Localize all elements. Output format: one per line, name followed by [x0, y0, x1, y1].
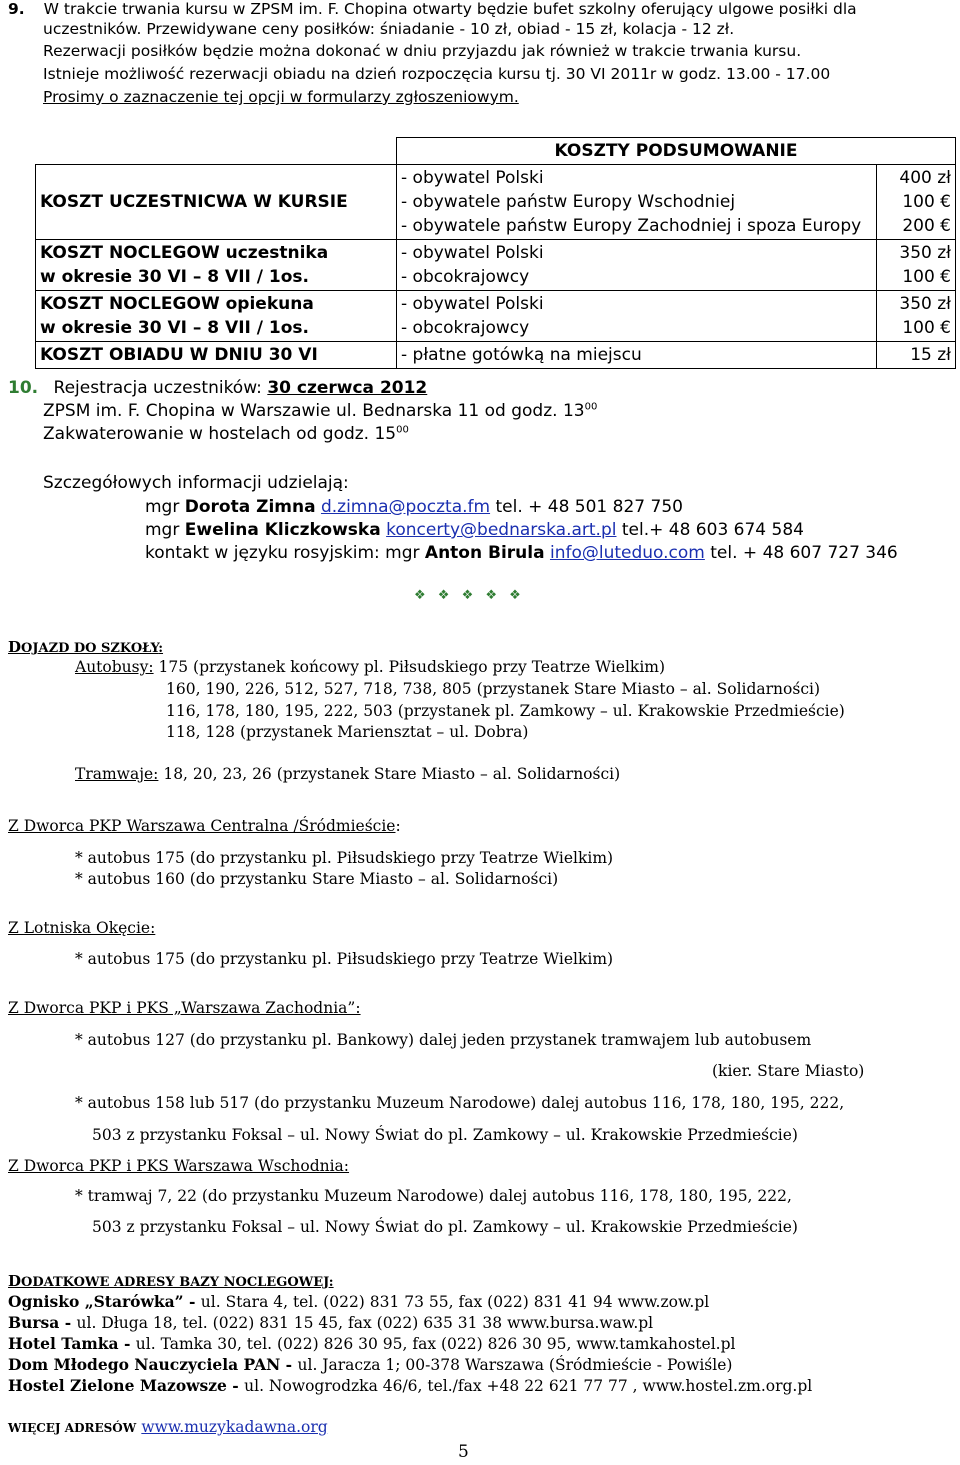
- trams-label: Tramwaje:: [75, 765, 159, 783]
- cost-descs: [397, 240, 877, 291]
- contact-name: Dorota Zimna: [184, 497, 316, 517]
- cost-amount: 100 €: [902, 192, 951, 212]
- cost-amount: 100 €: [902, 318, 951, 338]
- cost-amount: 350 zł: [899, 243, 951, 263]
- section10-title-prefix: Rejestracja uczestników:: [53, 378, 268, 398]
- west-item: * autobus 158 lub 517 (do przystanku Muzeum Narodowe) dalej autobus 116, 178, 180, 195, 222,: [75, 1094, 845, 1112]
- table-row: [36, 165, 956, 240]
- directions-heading: DOJAZD DO SZKOŁY:: [8, 638, 164, 656]
- cost-amounts: [877, 342, 956, 369]
- cost-descs: [397, 342, 877, 369]
- buses-line2: 160, 190, 226, 512, 527, 718, 738, 805 (przystanek Stare Miasto – al. Solidarności): [166, 680, 821, 698]
- cost-descs: [397, 291, 877, 342]
- contact-phone: tel.+ 48 603 674 584: [616, 520, 804, 540]
- airport-heading: Z Lotniska Okęcie:: [8, 919, 156, 937]
- cost-desc: - obywatele państw Europy Zachodniej i spoza Europy: [401, 216, 862, 236]
- section9-line3: Rezerwacji posiłków będzie można dokonać w dniu przyjazdu jak również w trakcie trwania kursu.: [43, 42, 802, 60]
- lodging-item: Hotel Tamka - ul. Tamka 30, tel. (022) 826 30 95, fax (022) 826 30 95, www.tamkahostel.pl: [8, 1334, 736, 1353]
- trams-line: Tramwaje: 18, 20, 23, 26 (przystanek Stare Miasto – al. Solidarności): [75, 765, 621, 783]
- cost-desc: - płatne gotówką na miejscu: [401, 345, 642, 365]
- contact-row: kontakt w języku rosyjskim: mgr Anton Birula info@luteduo.com tel. + 48 607 727 346: [145, 543, 898, 563]
- buses-line1: Autobusy: 175 (przystanek końcowy pl. Piłsudskiego przy Teatrze Wielkim): [75, 658, 666, 676]
- info-heading: Szczegółowych informacji udzielają:: [43, 473, 349, 493]
- separator-diamonds-icon: ❖ ❖ ❖ ❖ ❖: [414, 588, 525, 603]
- cost-table: [35, 137, 956, 369]
- west-heading: Z Dworca PKP i PKS „Warszawa Zachodnia”:: [8, 999, 361, 1017]
- section10-number: 10.: [8, 378, 39, 398]
- cost-amount: 350 zł: [899, 294, 951, 314]
- more-addresses: [8, 1417, 328, 1436]
- registration-date: 30 czerwca 2012: [267, 378, 428, 398]
- cost-desc: - obywatel Polski: [401, 168, 544, 188]
- lodging-item: Ognisko „Starówka” - ul. Stara 4, tel. (022) 831 73 55, fax (022) 831 41 94 www.zow.pl: [8, 1292, 710, 1311]
- more-addresses-link[interactable]: www.muzykadawna.org: [141, 1418, 328, 1436]
- contact-name: Ewelina Kliczkowska: [184, 520, 381, 540]
- buses-line3: 116, 178, 180, 195, 222, 503 (przystanek pl. Zamkowy – ul. Krakowskie Przedmieście): [166, 702, 845, 720]
- central-item: * autobus 175 (do przystanku pl. Piłsudskiego przy Teatrze Wielkim): [75, 849, 614, 867]
- section10-line2: ZPSM im. F. Chopina w Warszawie ul. Bednarska 11 od godz. $13^{00}$: [43, 401, 598, 421]
- east-heading: Z Dworca PKP i PKS Warszawa Wschodnia:: [8, 1157, 350, 1175]
- lodging-heading: DODATKOWE ADRESY BAZY NOCLEGOWEJ:: [8, 1272, 334, 1290]
- section9-line4: Istnieje możliwość rezerwacji obiadu na dzień rozpoczęcia kursu tj. 30 VI 2011r w godz. 13.00 - 17.00: [43, 65, 831, 83]
- contact-email-link[interactable]: koncerty@bednarska.art.pl: [386, 520, 617, 540]
- contact-row: mgr Dorota Zimna d.zimna@poczta.fm tel. + 48 501 827 750: [145, 497, 683, 517]
- cost-desc: - obywatel Polski: [401, 294, 544, 314]
- cost-amounts: [877, 240, 956, 291]
- cost-desc: - obywatele państw Europy Wschodniej: [401, 192, 736, 212]
- cost-header: KOSZTY PODSUMOWANIE: [397, 138, 956, 165]
- section9-line1: [8, 0, 857, 18]
- cost-label: KOSZT UCZESTNICWA W KURSIE: [36, 165, 397, 240]
- buses-line4: 118, 128 (przystanek Mariensztat – ul. Dobra): [166, 723, 529, 741]
- contact-phone: tel. + 48 501 827 750: [490, 497, 683, 517]
- section10-title: [8, 378, 427, 398]
- page-number: 5: [458, 1442, 469, 1462]
- cost-label: KOSZT NOCLEGOW opiekuna w okresie 30 VI – 8 VII / 1os.: [36, 291, 397, 342]
- cost-amounts: [877, 291, 956, 342]
- contact-email-link[interactable]: d.zimna@poczta.fm: [320, 497, 491, 517]
- section9-line2: uczestników. Przewidywane ceny posiłków: śniadanie - 10 zł, obiad - 15 zł, kolacja - 12 zł.: [43, 20, 735, 38]
- lodging-item: Dom Młodego Nauczyciela PAN - ul. Jaracza 1; 00-378 Warszawa (Śródmieście - Powiśle): [8, 1355, 733, 1374]
- cost-desc: - obywatel Polski: [401, 243, 544, 263]
- lodging-item: Bursa - ul. Długa 18, tel. (022) 831 15 45, fax (022) 635 31 38 www.bursa.waw.pl: [8, 1313, 654, 1332]
- airport-item: * autobus 175 (do przystanku pl. Piłsudskiego przy Teatrze Wielkim): [75, 950, 614, 968]
- central-heading: Z Dworca PKP Warszawa Centralna /Śródmieście:: [8, 817, 401, 835]
- contact-phone: tel. + 48 607 727 346: [704, 543, 898, 563]
- section9-line5: Prosimy o zaznaczenie tej opcji w formularzy zgłoszeniowym.: [43, 88, 519, 106]
- west-item-cont: 503 z przystanku Foksal – ul. Nowy Świat do pl. Zamkowy – ul. Krakowskie Przedmieście): [92, 1126, 798, 1144]
- cost-amounts: [877, 165, 956, 240]
- lodging-item: Hostel Zielone Mazowsze - ul. Nowogrodzka 46/6, tel./fax +48 22 621 77 77 , www.hostel.zm.org.pl: [8, 1376, 813, 1395]
- table-row: [36, 342, 956, 369]
- cost-label: KOSZT OBIADU W DNIU 30 VI: [36, 342, 397, 369]
- contact-name: Anton Birula: [424, 543, 545, 563]
- section9-number: 9.: [8, 0, 25, 18]
- cost-amount: 15 zł: [910, 345, 951, 365]
- east-item-cont: 503 z przystanku Foksal – ul. Nowy Świat do pl. Zamkowy – ul. Krakowskie Przedmieście): [92, 1218, 798, 1236]
- cost-amount: 100 €: [902, 267, 951, 287]
- east-item: * tramwaj 7, 22 (do przystanku Muzeum Narodowe) dalej autobus 116, 178, 180, 195, 222,: [75, 1187, 792, 1205]
- section10-line3: Zakwaterowanie w hostelach od godz. $15^{00}$: [43, 424, 409, 444]
- more-addresses-label: WIĘCEJ ADRESÓW: [8, 1421, 137, 1435]
- contact-email-link[interactable]: info@luteduo.com: [549, 543, 705, 563]
- west-item: * autobus 127 (do przystanku pl. Bankowy) dalej jeden przystanek tramwajem lub autobusem: [75, 1031, 812, 1049]
- west-item-direction: (kier. Stare Miasto): [712, 1062, 865, 1080]
- cost-amount: 200 €: [902, 216, 951, 236]
- section9-text1: W trakcie trwania kursu w ZPSM im. F. Chopina otwarty będzie bufet szkolny oferujący ulgowe posiłki dla: [43, 0, 857, 18]
- contact-row: mgr Ewelina Kliczkowska koncerty@bednarska.art.pl tel.+ 48 603 674 584: [145, 520, 804, 540]
- cost-header-empty: [36, 138, 397, 165]
- cost-amount: 400 zł: [899, 168, 951, 188]
- cost-descs: [397, 165, 877, 240]
- cost-desc: - obcokrajowcy: [401, 318, 530, 338]
- table-row: [36, 291, 956, 342]
- central-item: * autobus 160 (do przystanku Stare Miasto – al. Solidarności): [75, 870, 559, 888]
- table-row: [36, 240, 956, 291]
- cost-desc: - obcokrajowcy: [401, 267, 530, 287]
- cost-label: KOSZT NOCLEGOW uczestnika w okresie 30 VI – 8 VII / 1os.: [36, 240, 397, 291]
- buses-label: Autobusy:: [75, 658, 154, 676]
- cost-header-row: [36, 138, 956, 165]
